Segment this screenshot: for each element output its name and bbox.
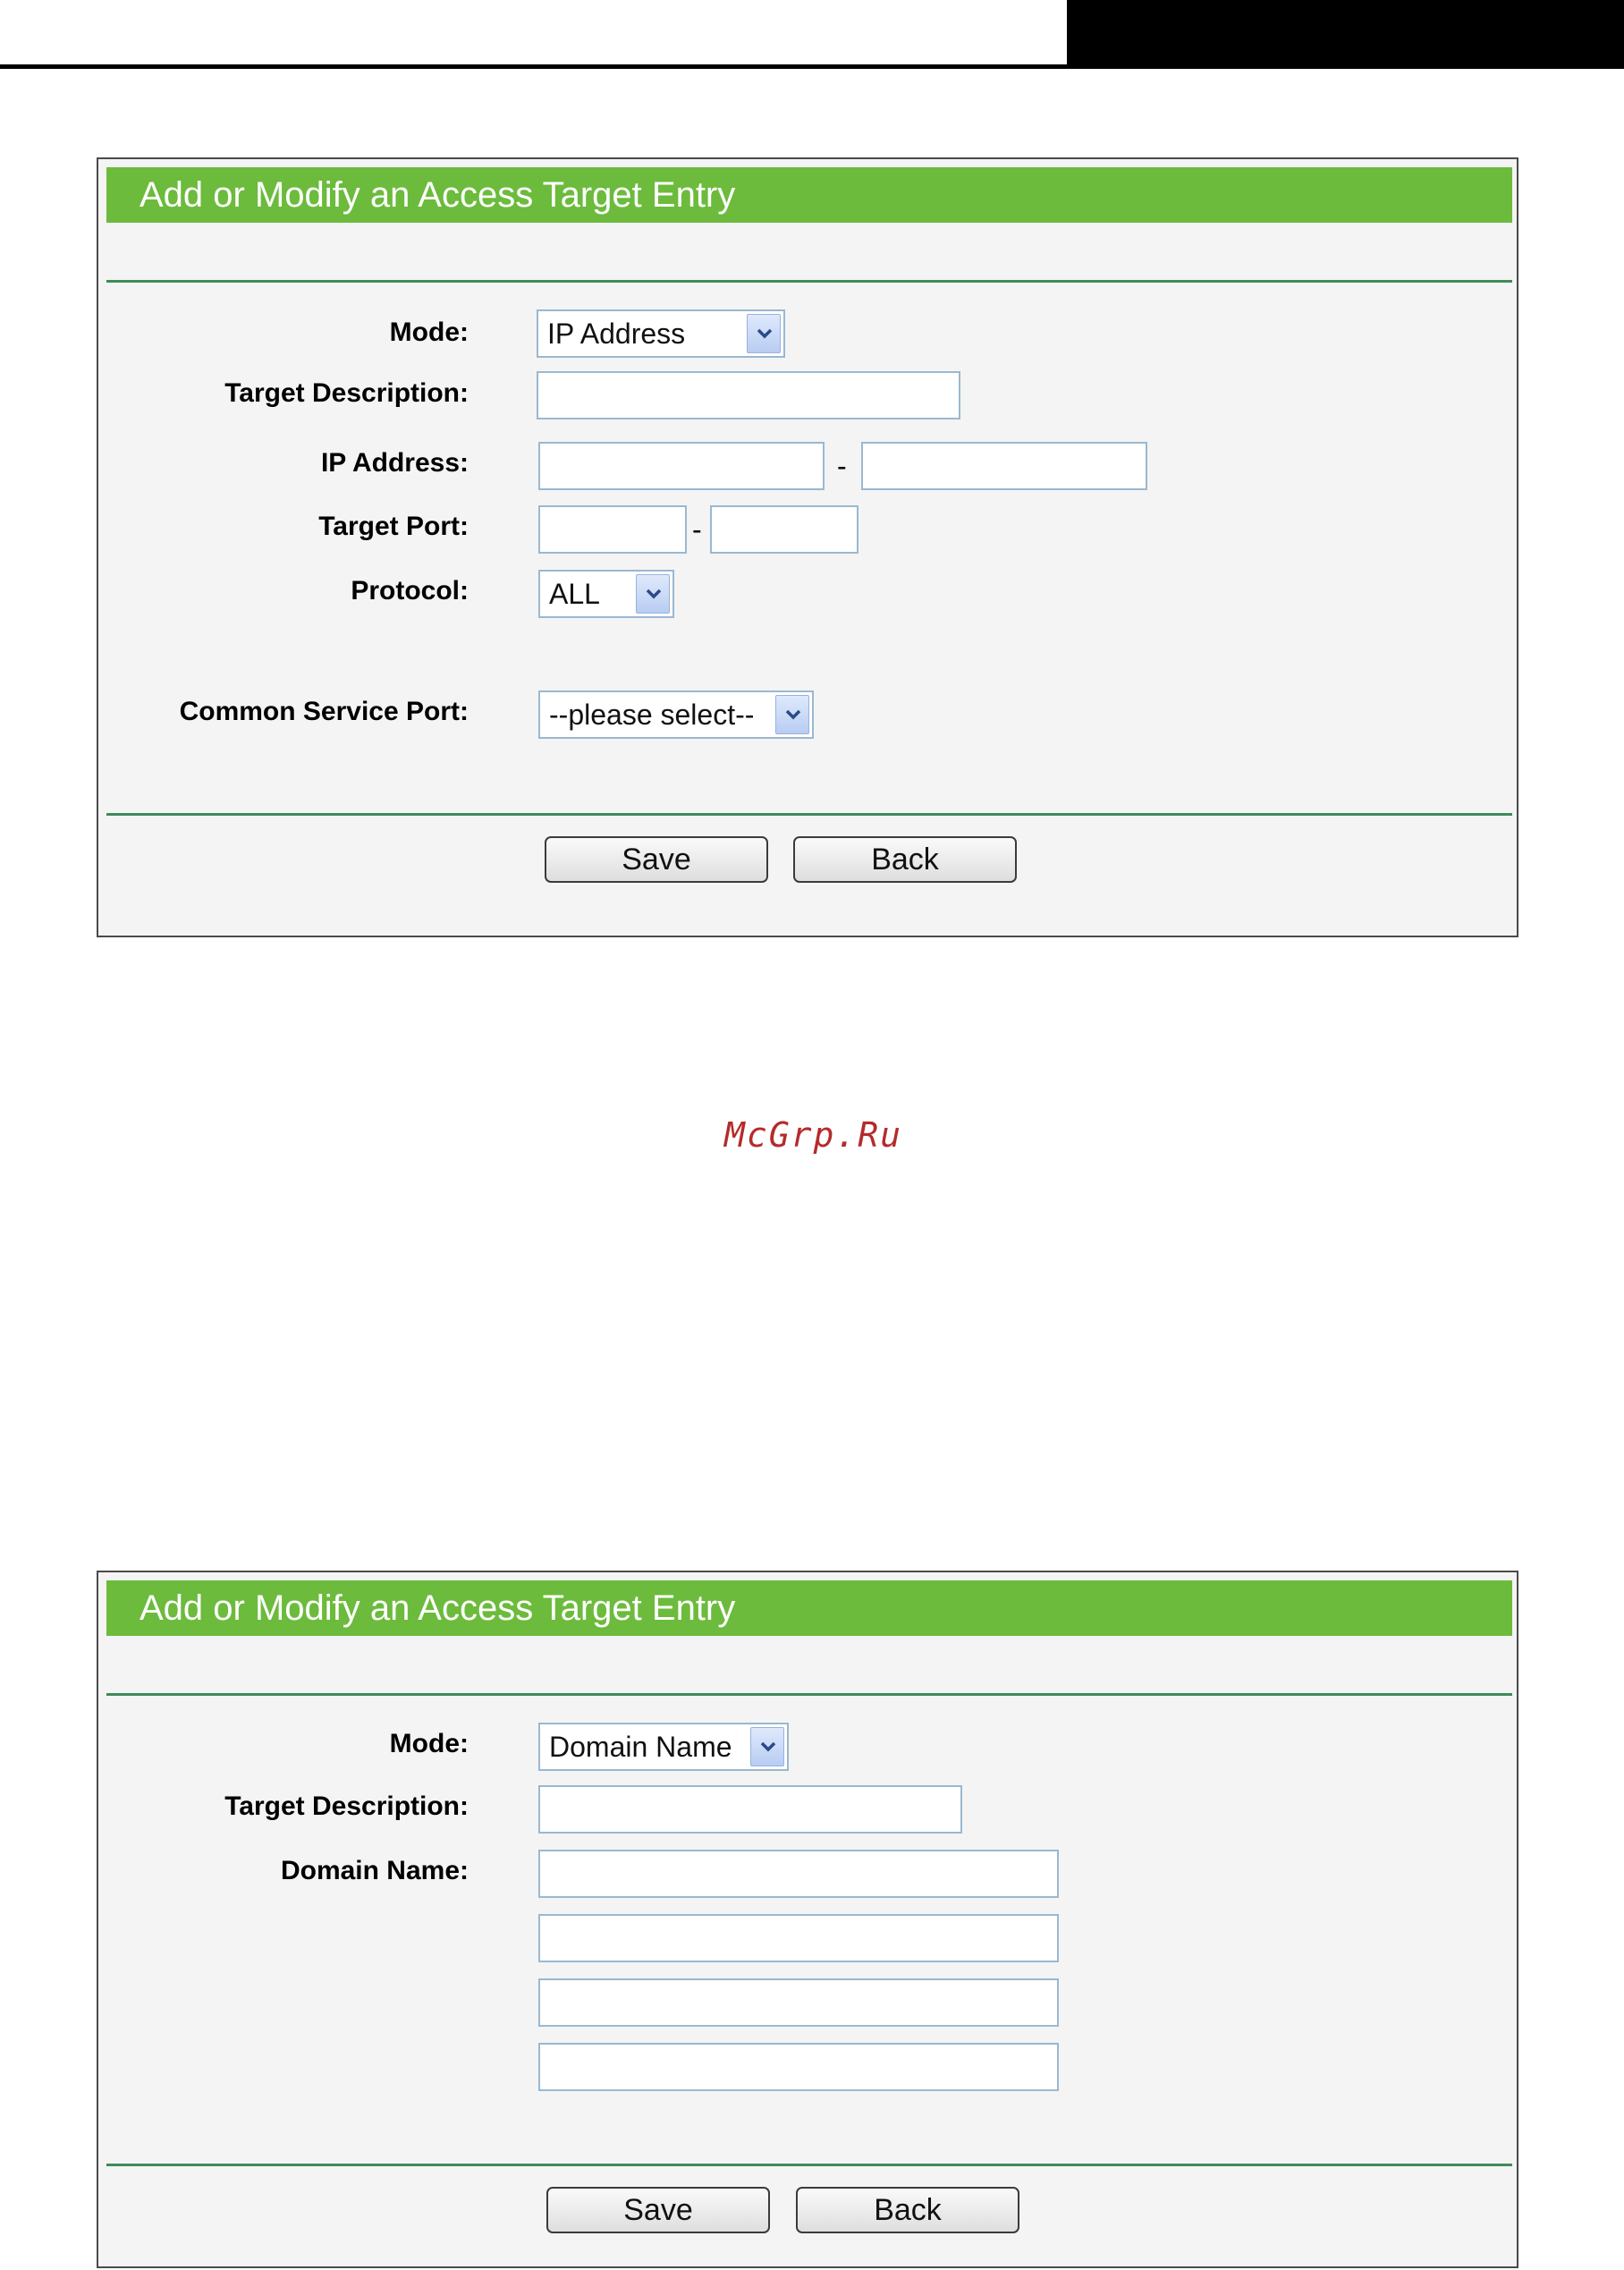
port-start-input[interactable] [538,505,687,554]
target-port-label: Target Port: [318,512,469,541]
protocol-label: Protocol: [351,576,469,606]
panel-title: Add or Modify an Access Target Entry [106,1580,1512,1636]
common-service-port-value: --please select-- [549,699,755,731]
common-service-port-label: Common Service Port: [179,697,469,726]
target-description-label: Target Description: [224,1791,469,1821]
ip-start-input[interactable] [538,442,825,490]
common-service-port-select[interactable] [538,690,814,739]
chevron-down-icon[interactable] [750,1727,784,1766]
header-block [1067,0,1624,69]
chevron-down-icon[interactable] [747,314,781,353]
header-rule [0,64,1067,69]
mode-label: Mode: [389,318,469,347]
panel-title: Add or Modify an Access Target Entry [106,167,1512,223]
domain-name-input-3[interactable] [538,1978,1059,2027]
target-description-input[interactable] [538,1785,962,1834]
watermark-text: McGrp.Ru [724,1115,903,1155]
domain-name-label: Domain Name: [280,1856,469,1885]
domain-name-input-2[interactable] [538,1914,1059,1962]
domain-name-input-1[interactable] [538,1850,1059,1898]
protocol-select-value: ALL [549,578,600,610]
mode-select-value: IP Address [547,318,686,350]
mode-select[interactable] [538,1723,789,1771]
target-description-label: Target Description: [224,378,469,408]
access-target-panel-domain [97,1571,1518,2268]
domain-name-input-4[interactable] [538,2043,1059,2091]
mode-select-value: Domain Name [549,1731,732,1763]
ip-range-separator: - [837,450,847,482]
ip-address-label: IP Address: [320,448,469,478]
target-description-input[interactable] [537,371,960,419]
chevron-down-icon[interactable] [636,574,670,614]
access-target-panel-ip [97,157,1518,937]
divider-bottom [106,2164,1512,2166]
protocol-select[interactable] [538,570,674,618]
save-button[interactable]: Save [546,2187,770,2233]
back-button[interactable]: Back [793,836,1017,883]
divider-bottom [106,813,1512,816]
ip-end-input[interactable] [861,442,1147,490]
divider-top [106,280,1512,283]
mode-select[interactable] [537,309,785,358]
port-range-separator: - [692,513,702,546]
divider-top [106,1693,1512,1696]
chevron-down-icon[interactable] [775,695,809,734]
save-button[interactable]: Save [545,836,768,883]
port-end-input[interactable] [710,505,859,554]
back-button[interactable]: Back [796,2187,1019,2233]
mode-label: Mode: [389,1729,469,1758]
